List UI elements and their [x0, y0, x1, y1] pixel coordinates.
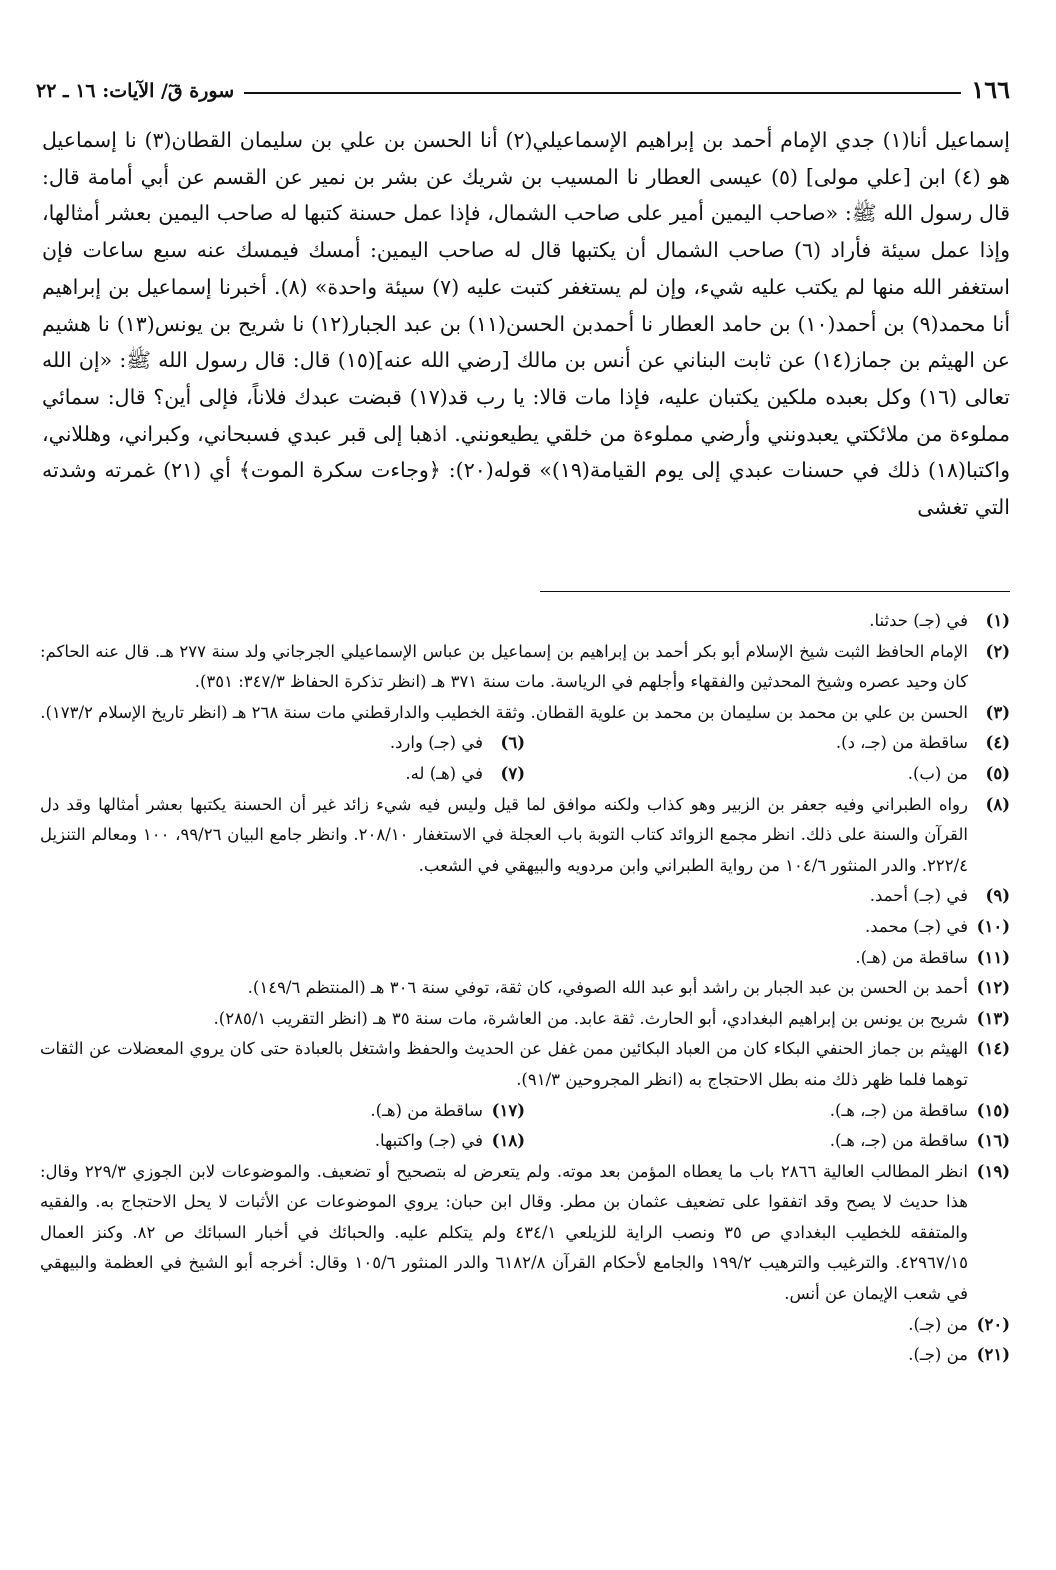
- footnote-number: (٣): [985, 702, 1010, 722]
- footnote-number: (٦): [500, 733, 525, 753]
- footnote-number: (١٩): [976, 1161, 1010, 1181]
- footnote-text: من (جـ).: [908, 1314, 968, 1334]
- main-paragraph: إسماعيل أنا(١) جدي الإمام أحمد بن إبراهيم الإسماعيلي(٢) أنا الحسن بن علي بن سليمان القطان(٣) نا إسماعيل هو (٤) ابن [علي مولى] (٥) عيسى العطار نا المسيب بن شريك عن بشر بن نمير عن القسم عن أبي أمامة قال: قال رسول الله ﷺ: «صاحب اليمين أمير على صاحب الشمال، فإذا عمل حسنة كتبها له صاحب اليمين بعشر أمثالها، وإذا عمل سيئة فأراد (٦) صاحب الشمال أن يكتبها قال له صاحب اليمين: أمسك فيمسك عنه سبع ساعات فإن استغفر الله منها لم يكتب عليه شيء، وإن لم يستغفر كتبت عليه (٧) سيئة واحدة» (٨). أخبرنا إسماعيل بن إبراهيم أنا محمد(٩) بن أحمد(١٠) بن حامد العطار نا أحمدبن الحسن(١١) بن عبد الجبار(١٢) نا شريح بن يونس(١٣) نا هشيم عن الهيثم بن جماز(١٤) عن ثابت البناني عن أنس بن مالك [رضي الله عنه](١٥) قال: قال رسول الله ﷺ: «إن الله تعالى (١٦) وكل بعبده ملكين يكتبان عليه، فإذا مات قالا: يا رب قد(١٧) قبضت عبدك فلاناً، فإلى أين؟ قال: سمائي مملوءة من ملائكتي يعبدونني وأرضي مملوءة من خلقي يطيعونني. اذهبا إلى قبر عبدي فسبحاني، وكبراني، وهللاني، واكتبا(١٨) ذلك في حسنات عبدي إلى يوم القيامة(١٩)» قوله(٢٠): ﴿وجاءت سكرة الموت﴾ أي (٢١) غمرته وشدته التي تغشى: [42, 128, 1011, 520]
- footnote-pair: [40, 1096, 1010, 1127]
- footnote-pair: [40, 759, 1010, 790]
- footnote-text: في (جـ) واكتبها.: [374, 1131, 483, 1151]
- footnote-19: [40, 1157, 1010, 1310]
- footnote-8: [40, 790, 1010, 882]
- footnote-number: (١٣): [976, 1008, 1010, 1028]
- footnote-2: [40, 637, 1010, 698]
- footnotes: [40, 606, 1010, 1371]
- footnote-21: [40, 1340, 1010, 1371]
- footnote-number: (٢٠): [976, 1314, 1010, 1334]
- footnote-number: (٩): [985, 886, 1010, 906]
- footnote-4: [525, 728, 1010, 759]
- main-text: [42, 122, 1010, 526]
- footnote-number: (١٦): [976, 1131, 1010, 1151]
- footnote-6: [40, 728, 525, 759]
- footnote-text: الإمام الحافظ الثبت شيخ الإسلام أبو بكر أحمد بن إبراهيم بن إسماعيل بن عباس الإسماعيلي الجرجاني ولد سنة ٢٧٧ هـ. قال عنه الحاكم: كان وحيد عصره وشيخ المحدثين والفقهاء وأجلهم في الرياسة. مات سنة ٣٧١ هـ (انظر تذكرة الحفاظ ٣٤٧/٣: ٣٥١).: [40, 641, 968, 692]
- footnote-7: [40, 759, 525, 790]
- footnote-text: ساقطة من (هـ).: [370, 1100, 483, 1120]
- footnote-number: (١٧): [491, 1100, 525, 1120]
- footnote-pair: [40, 728, 1010, 759]
- footnote-text: شريح بن يونس بن إبراهيم البغدادي، أبو الحارث. ثقة عابد. من العاشرة، مات سنة ٣٥ هـ (انظر التقريب ٢٨٥/١).: [213, 1008, 968, 1028]
- footnote-number: (١٤): [976, 1039, 1010, 1059]
- footnote-15: [525, 1096, 1010, 1127]
- footnote-text: الهيثم بن جماز الحنفي البكاء كان من العباد البكائين ممن غفل عن الحديث والحفظ واشتغل بالعبادة حتى كان يروي المعضلات عن الثقات توهما فلما ظهر ذلك منه بطل الاحتجاج به (انظر المجروحين ٩١/٣).: [40, 1039, 968, 1089]
- footnote-number: (١٨): [491, 1131, 525, 1151]
- footnote-11: [40, 943, 1010, 974]
- footnote-18: [40, 1126, 525, 1157]
- footnote-text: ساقطة من (هـ).: [855, 947, 968, 967]
- footnote-text: ساقطة من (جـ، هـ).: [829, 1100, 968, 1120]
- footnote-9: [40, 881, 1010, 912]
- footnote-5: [525, 759, 1010, 790]
- footnote-number: (٢): [985, 641, 1010, 661]
- page-header: [36, 68, 1010, 104]
- footnote-number: (٧): [500, 763, 525, 783]
- footnote-1: [40, 606, 1010, 637]
- footnote-text: أحمد بن الحسن بن عبد الجبار بن راشد أبو عبد الله الصوفي، كان ثقة، توفي سنة ٣٠٦ هـ (المنتظم ١٤٩/٦).: [247, 978, 968, 998]
- footnote-text: في (جـ) محمد.: [865, 916, 968, 936]
- footnote-text: في (جـ) وارد.: [389, 733, 483, 753]
- footnote-text: ساقطة من (جـ، هـ).: [829, 1131, 968, 1151]
- footnote-16: [525, 1126, 1010, 1157]
- footnote-number: (١٠): [976, 916, 1010, 936]
- footnote-text: الحسن بن علي بن محمد بن سليمان بن محمد بن علوية القطان. وثقة الخطيب والدارقطني مات سنة ٢٦٨ هـ (انظر تاريخ الإسلام ١٧٣/٢).: [40, 702, 968, 722]
- footnote-number: (٢١): [976, 1345, 1010, 1365]
- footnote-separator: [540, 591, 1010, 592]
- footnote-text: في (جـ) أحمد.: [869, 886, 968, 906]
- footnote-17: [40, 1096, 525, 1127]
- header-rule: [244, 92, 961, 94]
- footnote-text: رواه الطبراني وفيه جعفر بن الزبير وهو كذاب ولكنه موافق لما قيل وليس فيه شيء زائد غير أن الحسنة يكتبها بعشر أمثالها وقد دل القرآن والسنة على ذلك. انظر مجمع الزوائد كتاب التوبة باب العجلة في الاستغفار ٢٠٨/١٠. وانظر جامع البيان ٩٩/٢٦، ١٠٠ ومعالم التنزيل ٢٢٢/٤. والدر المنثور ١٠٤/٦ من رواية الطبراني وابن مردويه والبيهقي في الشعب.: [40, 794, 968, 875]
- footnote-number: (٨): [985, 794, 1010, 814]
- footnote-pair: [40, 1126, 1010, 1157]
- footnote-number: (١): [985, 611, 1010, 630]
- footnote-text: من (ب).: [907, 763, 968, 783]
- footnote-3: [40, 698, 1010, 729]
- footnote-number: (١١): [976, 947, 1010, 967]
- footnote-20: [40, 1310, 1010, 1341]
- footnote-number: (١٥): [976, 1100, 1010, 1120]
- footnote-text: في (جـ) حدثنا.: [869, 611, 968, 630]
- footnote-number: (١٢): [976, 978, 1010, 998]
- footnote-text: في (هـ) له.: [405, 763, 483, 783]
- footnote-12: [40, 973, 1010, 1004]
- footnote-14: [40, 1034, 1010, 1095]
- footnote-text: من (جـ).: [908, 1345, 968, 1365]
- footnote-13: [40, 1004, 1010, 1035]
- footnote-number: (٥): [985, 763, 1010, 783]
- footnote-number: (٤): [985, 733, 1010, 753]
- footnote-text: ساقطة من (جـ، د).: [835, 733, 968, 753]
- footnote-10: [40, 912, 1010, 943]
- running-title: سورة قٓ/ الآيات: ١٦ ـ ٢٢: [36, 80, 235, 102]
- page-number: ١٦٦: [971, 75, 1010, 104]
- footnote-text: انظر المطالب العالية ٢٨٦٦ باب ما يعطاه المؤمن بعد موته. ولم يتعرض له بتصحيح أو تضعيف. والموضوعات لابن الجوزي ٢٢٩/٣ وقال: هذا حديث لا يصح وقد اتفقوا على تضعيف عثمان بن مطر. وقال ابن حبان: يروي الموضوعات عن الأثبات لا يحل الاحتجاج به. والفقيه والمتفقه للخطيب البغدادي ص ٣٥ ونصب الراية للزيلعي ٤٣٤/١ ولم يتكلم عليه. والحبائك في أخبار السبائك ص ٨٢. وكنز العمال ٤٢٩٦٧/١٥. والترغيب والترهيب ١٩٩/٢ والجامع لأحكام القرآن ٦١٨٢/٨ والدر المنثور ١٠٥/٦ وقال: أخرجه أبو الشيخ في العظمة والبيهقي في شعب الإيمان عن أنس.: [40, 1161, 968, 1304]
